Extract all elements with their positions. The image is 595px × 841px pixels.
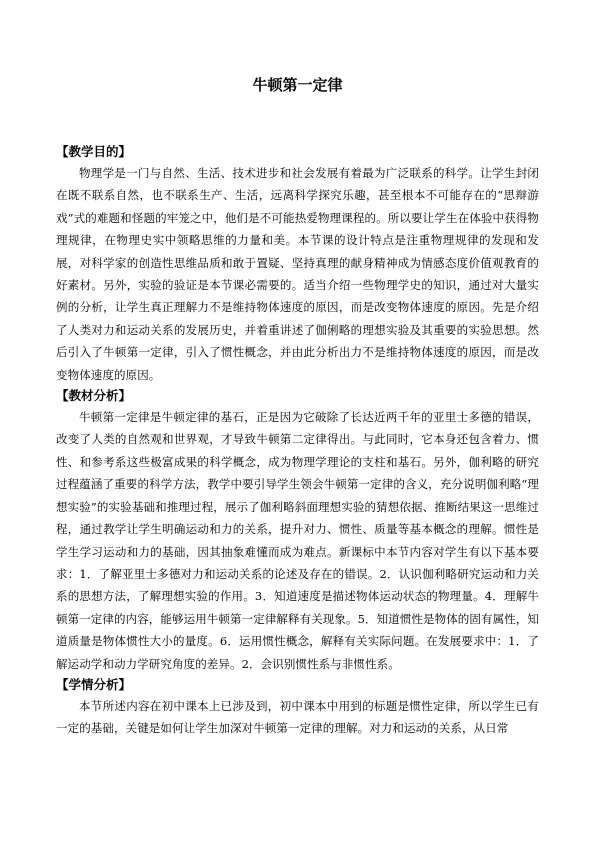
section-student-analysis bbox=[56, 675, 539, 740]
page-title: 牛顿第一定律 bbox=[252, 76, 343, 94]
section-heading-textbook-analysis: 【教材分析】 bbox=[56, 388, 132, 404]
section-paragraph-student-analysis: 本节所述内容在初中课本上已涉及到，初中课本中用到的标题是惯性定律，所以学生已有一定的基础，关键是如何让学生加深对牛顿第一定律的理解。对力和运动的关系，从日常 bbox=[56, 698, 539, 736]
section-paragraph-textbook-analysis: 牛顿第一定律是牛顿定律的基石，正是因为它破除了长达近两千年的亚里士多德的错误，改变了人类的自然观和世界观，才导致牛顿第二定律得出。与此同时，它本身还包含着力、惯性、和参考系这些极富成果的科学概念，成为物理学理论的支柱和基石。另外，伽利略的研究过程蕴涵了重要的科学方法，教学中要引导学生领会牛顿第一定律的含义，充分说明伽利略“理想实验”的实验基础和推理过程，展示了伽利略斜面理想实验的猜想依据、推断结果这一思维过程，通过教学让学生明确运动和力的关系，提升对力、惯性、质量等基本概念的理解。惯性是学生学习运动和力的基础，因其抽象难懂而成为难点。新课标中本节内容对学生有以下基本要求：1．了解亚里士多德对力和运动关系的论述及存在的错误。2．认识伽利略研究运动和力关系的思想方法，了解理想实验的作用。3．知道速度是描述物体运动状态的物理量。4．理解牛顿第一定律的内容，能够运用牛顿第一定律解释有关现象。5．知道惯性是物体的固有属性，知道质量是物体惯性大小的量度。6．运用惯性概念，解释有关实际问题。在发展要求中：1．了解运动学和动力学研究角度的差异。2．会识别惯性系与非惯性系。 bbox=[56, 410, 540, 671]
section-teaching-goals bbox=[56, 142, 539, 386]
section-heading-student-analysis: 【学情分析】 bbox=[56, 676, 132, 692]
section-paragraph-teaching-goals: 物理学是一门与自然、生活、技术进步和社会发展有着最为广泛联系的科学。让学生封闭在既不联系自然，也不联系生产、生活，远离科学探究乐趣，甚至根本不可能存在的“思辩游戏”式的难题和怪题的牢笼之中，他们是不可能热爱物理课程的。所以要让学生在体验中获得物理规律，在物理史实中领略思维的力量和美。本节课的设计特点是注重物理规律的发现和发展，对科学家的创造性思维品质和敢于置疑、坚持真理的献身精神成为情感态度价值观教育的好素材。另外，实验的验证是本节课必需要的。适当介绍一些物理学史的知识，通过对大量实例的分析，让学生真正理解力不是维持物体速度的原因，而是改变物体速度的原因。先是介绍了人类对力和运动关系的发展历史，并着重讲述了伽俐略的理想实验及其重要的实验思想。然后引入了牛顿第一定律，引入了惯性概念，并由此分析出力不是维持物体速度的原因，而是改变物体速度的原因。 bbox=[56, 166, 539, 382]
section-heading-teaching-goals: 【教学目的】 bbox=[56, 144, 132, 159]
section-textbook-analysis bbox=[56, 386, 539, 675]
document-body bbox=[56, 142, 539, 740]
